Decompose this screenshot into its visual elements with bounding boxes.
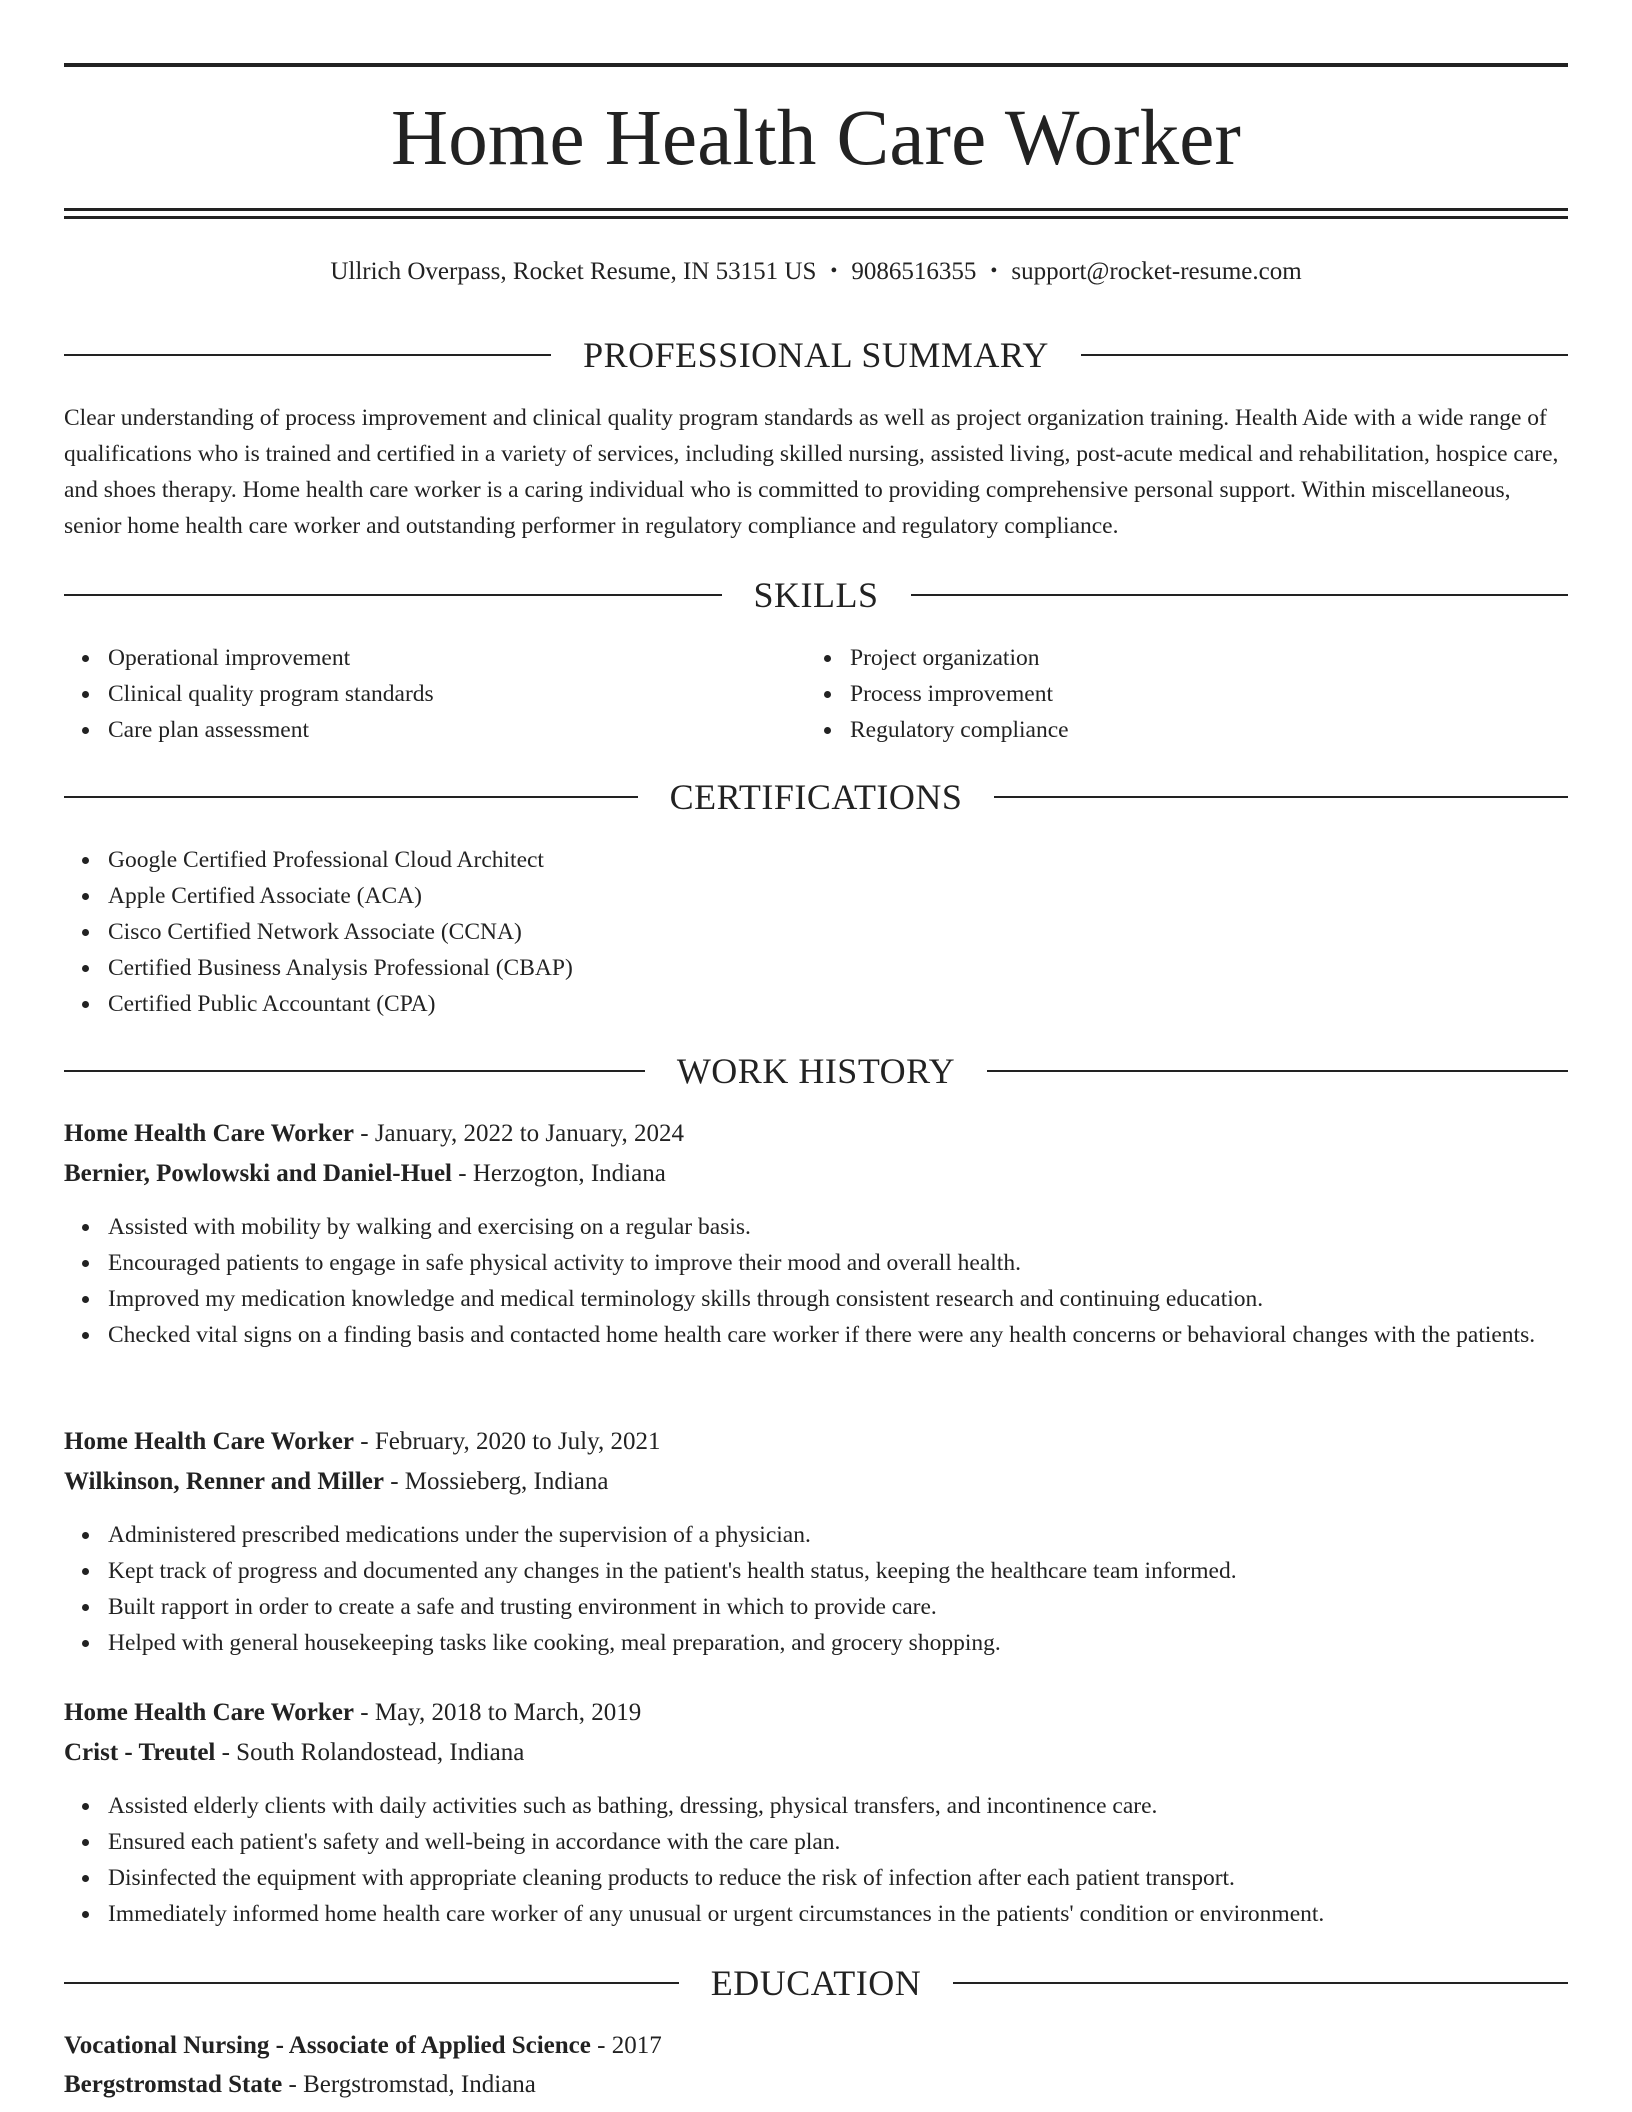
list-item: Cisco Certified Network Associate (CCNA) [108, 914, 1568, 950]
list-item: Helped with general housekeeping tasks like cooking, meal preparation, and grocery shopping. [108, 1625, 1568, 1661]
certifications-list [64, 842, 1568, 1022]
section-title: PROFESSIONAL SUMMARY [583, 335, 1049, 375]
list-item: Certified Public Accountant (CPA) [108, 986, 1568, 1022]
summary-text: Clear understanding of process improvement and clinical quality program standards as well as project organization training. Health Aide with a wide range of qualifications who is trained and certified in a variety of services, including skilled nursing, assisted living, post-acute medical and rehabilitation, hospice care, and shoes therapy. Home health care worker is a caring individual who is committed to providing comprehensive personal support. Within miscellaneous, senior home health care worker and outstanding performer in regulatory compliance and regulatory compliance. [64, 405, 1559, 539]
contact-email: support@rocket-resume.com [1011, 258, 1302, 285]
heading-rule [987, 1070, 1568, 1072]
list-item: Immediately informed home health care worker of any unusual or urgent circumstances in the patients' condition or environment. [108, 1896, 1568, 1932]
list-item: Process improvement [850, 676, 1550, 712]
list-item: Operational improvement [108, 640, 808, 676]
heading-rule [64, 1070, 645, 1072]
list-item: Apple Certified Associate (ACA) [108, 878, 1568, 914]
education-location: - Bergstromstad, Indiana [282, 2071, 536, 2098]
list-item: Ensured each patient's safety and well-being in accordance with the care plan. [108, 1824, 1568, 1860]
job-company: Wilkinson, Renner and Miller [64, 1468, 384, 1495]
section-title: CERTIFICATIONS [669, 777, 963, 817]
list-item: Disinfected the equipment with appropriate cleaning products to reduce the risk of infection after each patient transport. [108, 1860, 1568, 1896]
job-company-line [64, 1464, 1568, 1500]
contact-address: Ullrich Overpass, Rocket Resume, IN 53151 US [330, 258, 817, 285]
education-degree: Vocational Nursing - Associate of Applied Science [64, 2032, 591, 2059]
list-item: Project organization [850, 640, 1550, 676]
job-dates: - February, 2020 to July, 2021 [354, 1428, 661, 1455]
contact-separator: • [990, 260, 998, 282]
job-title: Home Health Care Worker [64, 1699, 354, 1726]
job-title-line [64, 1116, 1568, 1152]
list-item: Regulatory compliance [850, 712, 1550, 748]
job-title-line [64, 1424, 1568, 1460]
job-company: Bernier, Powlowski and Daniel-Huel [64, 1160, 452, 1187]
heading-rule [64, 796, 638, 798]
education-school-line [64, 2067, 1568, 2103]
list-item: Administered prescribed medications under the supervision of a physician. [108, 1517, 1568, 1553]
heading-rule [64, 1982, 679, 1984]
contact-phone: 9086516355 [851, 258, 977, 285]
header-top-rule [64, 63, 1568, 67]
job-title: Home Health Care Worker [64, 1428, 354, 1455]
list-item: Assisted elderly clients with daily activities such as bathing, dressing, physical transfers, and incontinence care. [108, 1788, 1568, 1824]
list-item: Clinical quality program standards [108, 676, 808, 712]
section-heading-work-history [64, 1049, 1568, 1093]
heading-rule [64, 354, 551, 356]
list-item: Checked vital signs on a finding basis and contacted home health care worker if there were any health concerns or behavioral changes with the patients. [108, 1317, 1568, 1353]
section-title: SKILLS [753, 575, 879, 615]
job-dates: - January, 2022 to January, 2024 [354, 1120, 685, 1147]
list-item: Assisted with mobility by walking and exercising on a regular basis. [108, 1209, 1568, 1245]
section-heading-education [64, 1961, 1568, 2005]
list-item: Kept track of progress and documented any changes in the patient's health status, keeping the healthcare team informed. [108, 1553, 1568, 1589]
heading-rule [911, 594, 1569, 596]
job-company-line [64, 1735, 1568, 1771]
job-dates: - May, 2018 to March, 2019 [354, 1699, 642, 1726]
heading-rule [953, 1982, 1568, 1984]
section-heading-summary [64, 333, 1568, 377]
skills-list-right [806, 640, 1550, 748]
section-title: WORK HISTORY [676, 1051, 956, 1091]
header-double-rule [64, 208, 1568, 219]
heading-rule [64, 594, 722, 596]
list-item: Improved my medication knowledge and medical terminology skills through consistent research and continuing education. [108, 1281, 1568, 1317]
job-location: - South Rolandostead, Indiana [215, 1739, 525, 1766]
job-company-line [64, 1156, 1568, 1192]
job-title: Home Health Care Worker [64, 1120, 354, 1147]
heading-rule [994, 796, 1568, 798]
job-bullets [64, 1517, 1568, 1661]
job-bullets [64, 1209, 1568, 1353]
list-item: Google Certified Professional Cloud Architect [108, 842, 1568, 878]
education-school: Bergstromstad State [64, 2071, 283, 2098]
job-location: - Mossieberg, Indiana [383, 1468, 609, 1495]
job-bullets [64, 1788, 1568, 1932]
contact-line [64, 254, 1568, 289]
list-item: Certified Business Analysis Professional (CBAP) [108, 950, 1568, 986]
list-item: Built rapport in order to create a safe and trusting environment in which to provide care. [108, 1589, 1568, 1625]
section-heading-skills [64, 573, 1568, 617]
skills-list-left [64, 640, 808, 748]
section-title: EDUCATION [710, 1963, 922, 2003]
resume-title: Home Health Care Worker [390, 95, 1242, 182]
job-location: - Herzogton, Indiana [452, 1160, 666, 1187]
education-year: - 2017 [590, 2032, 662, 2059]
list-item: Encouraged patients to engage in safe physical activity to improve their mood and overall health. [108, 1245, 1568, 1281]
heading-rule [1081, 354, 1568, 356]
list-item: Care plan assessment [108, 712, 808, 748]
section-heading-certifications [64, 775, 1568, 819]
job-title-line [64, 1695, 1568, 1731]
job-company: Crist - Treutel [64, 1739, 216, 1766]
education-degree-line [64, 2028, 1568, 2064]
contact-separator: • [830, 260, 838, 282]
